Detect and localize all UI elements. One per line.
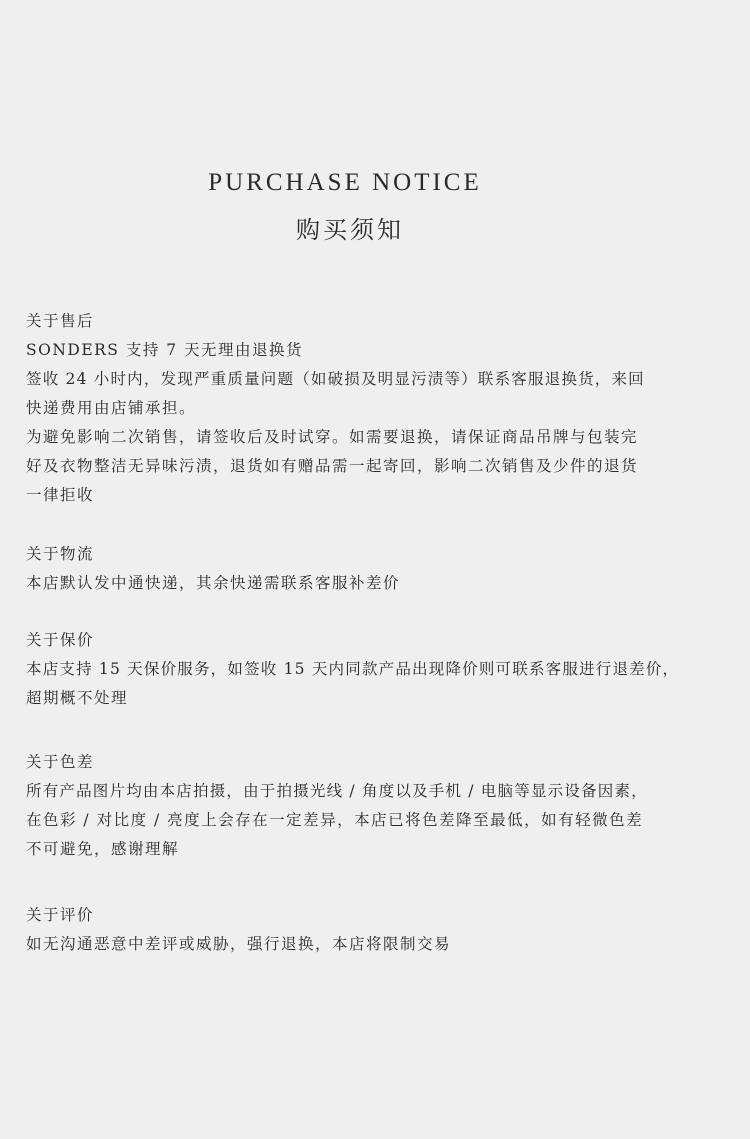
section-heading: 关于保价 (26, 631, 95, 649)
section-aftersales (26, 307, 736, 510)
section-line: 为避免影响二次销售，请签收后及时试穿。如需要退换，请保证商品吊牌与包装完 (26, 428, 639, 446)
section-line: 在色彩 / 对比度 / 亮度上会存在一定差异，本店已将色差降至最低，如有轻微色差 (26, 811, 644, 829)
section-heading: 关于售后 (26, 312, 95, 330)
section-reviews (26, 901, 736, 959)
page-title-chinese: 购买须知 (296, 216, 404, 244)
page-title-english: PURCHASE NOTICE (208, 169, 482, 196)
section-line: 本店支持 15 天保价服务，如签收 15 天内同款产品出现降价则可联系客服进行退差价， (26, 660, 680, 678)
section-line: SONDERS 支持 7 天无理由退换货 (26, 341, 304, 359)
section-heading: 关于评价 (26, 906, 95, 924)
section-logistics (26, 540, 736, 598)
section-line: 如无沟通恶意中差评或威胁，强行退换，本店将限制交易 (26, 935, 452, 953)
section-color-difference (26, 748, 736, 864)
section-line: 不可避免，感谢理解 (26, 840, 180, 858)
section-line: 所有产品图片均由本店拍摄，由于拍摄光线 / 角度以及手机 / 电脑等显示设备因素， (26, 782, 648, 800)
section-heading: 关于物流 (26, 545, 95, 563)
section-line: 一律拒收 (26, 486, 95, 504)
section-heading: 关于色差 (26, 753, 95, 771)
section-line: 好及衣物整洁无异味污渍，退货如有赠品需一起寄回，影响二次销售及少件的退货 (26, 457, 639, 475)
section-line: 本店默认发中通快递，其余快递需联系客服补差价 (26, 574, 401, 592)
section-line: 快递费用由店铺承担。 (26, 399, 197, 417)
section-line: 签收 24 小时内，发现严重质量问题（如破损及明显污渍等）联系客服退换货，来回 (26, 370, 645, 388)
section-line: 超期概不处理 (26, 689, 129, 707)
section-price-protection (26, 626, 736, 713)
